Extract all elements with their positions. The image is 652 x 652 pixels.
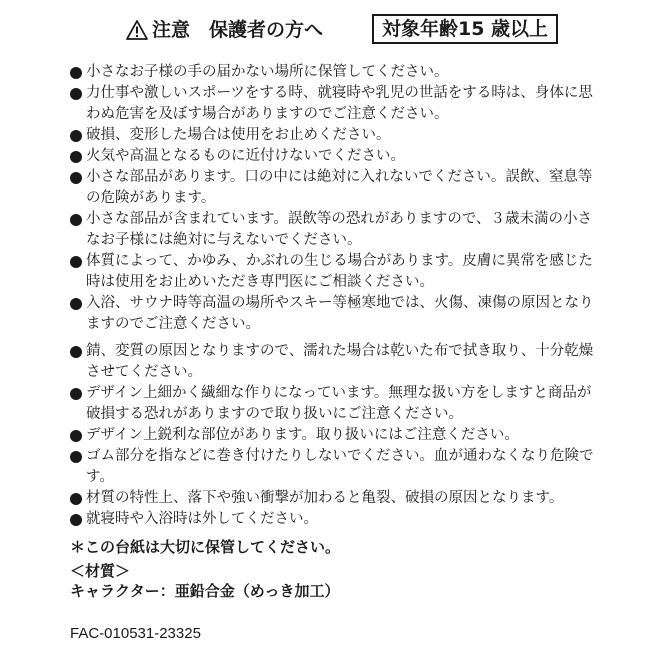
product-code: FAC-010531-23325 [70,625,201,642]
caution-list [70,62,600,530]
bullet-icon [70,214,82,226]
caution-item [70,209,600,251]
material-value: キャラクター：亜鉛合金（めっき加工） [70,582,340,600]
caution-item [70,251,600,293]
bullet-icon [70,430,82,442]
caution-header [0,14,652,48]
bullet-icon [70,172,82,184]
caution-item [70,62,600,83]
caution-item [70,146,600,167]
caution-item-text: 火気や高温となるものに近付けないでください。 [86,148,405,164]
bullet-icon [70,130,82,142]
caution-item [70,293,600,335]
caution-item-text: 就寝時や入浴時は外してください。 [86,511,318,527]
caution-item [70,425,600,446]
caution-item-text: デザイン上鋭利な部位があります。取り扱いにはご注意ください。 [86,427,519,443]
bullet-icon [70,151,82,163]
caution-item-text: 力仕事や激しいスポーツをする時、就寝時や乳児の世話をする時は、身体に思わぬ危害を及ぼす場合がありますのでご注意ください。 [86,85,593,122]
caution-item-text: ゴム部分を指などに巻き付けたりしないでください。血が通わなくなり危険です。 [86,448,594,485]
target-age-badge: 対象年齢15 歳以上 [372,14,558,44]
bullet-icon [70,388,82,400]
bullet-icon [70,298,82,310]
bullet-icon [70,346,82,358]
caution-item-text: 錆、変質の原因となりますので、濡れた場合は乾いた布で拭き取り、十分乾燥させてください。 [86,343,594,380]
caution-item-text: 体質によって、かゆみ、かぶれの生じる場合があります。皮膚に異常を感じた時は使用をお止めいただき専門医にご相談ください。 [86,253,593,290]
caution-item [70,383,600,425]
caution-item [70,446,600,488]
bullet-icon [70,256,82,268]
caution-item [70,488,600,509]
caution-item [70,167,600,209]
warning-icon [126,20,148,40]
bullet-icon [70,88,82,100]
caution-item-text: 破損、変形した場合は使用をお止めください。 [86,127,391,143]
caution-item-text: 小さな部品があります。口の中には絶対に入れないでください。誤飲、窒息等の危険があります。 [86,169,593,206]
material-heading: ＜材質＞ [70,562,131,580]
caution-item [70,125,600,146]
caution-item [70,83,600,125]
caution-item-text: 材質の特性上、落下や強い衝撃が加わると亀裂、破損の原因となります。 [86,490,564,506]
keep-card-note: ＊この台紙は大切に保管してください。 [70,538,341,556]
bullet-icon [70,451,82,463]
caution-item [70,509,600,530]
bullet-icon [70,493,82,505]
bullet-icon [70,514,82,526]
caution-title: 注意 保護者の方へ [152,19,324,41]
bullet-icon [70,67,82,79]
caution-item-text: 入浴、サウナ時等高温の場所やスキー等極寒地では、火傷、凍傷の原因となりますのでご注意ください。 [86,295,594,332]
caution-item-text: 小さなお子様の手の届かない場所に保管してください。 [86,64,449,80]
caution-item-text: デザイン上細かく繊細な作りになっています。無理な扱い方をしますと商品が破損する恐れがありますので取り扱いにご注意ください。 [86,385,592,422]
caution-item-text: 小さな部品が含まれています。誤飲等の恐れがありますので、３歳未満の小さなお子様には絶対に与えないでください。 [86,211,593,248]
caution-item [70,341,600,383]
